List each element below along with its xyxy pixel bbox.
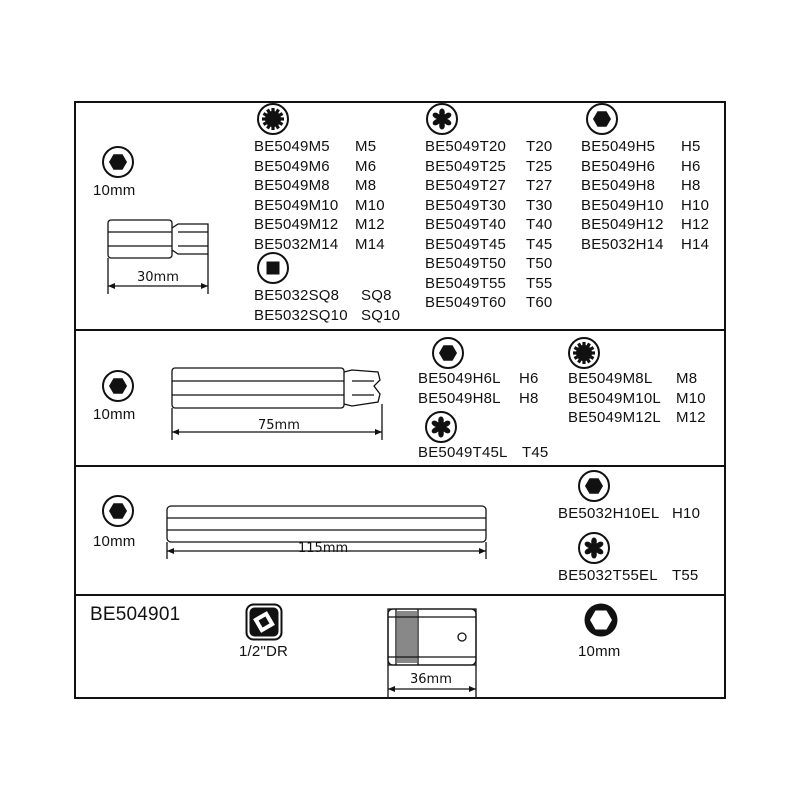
hex-bore-icon: [583, 602, 619, 638]
hex-profile-icon: [102, 495, 134, 527]
length-label: 115mm: [298, 541, 349, 556]
square-profile-icon: [257, 252, 289, 284]
part-size: T45: [522, 444, 549, 461]
part-size: M12: [355, 216, 385, 233]
part-code: BE5032M14: [254, 235, 339, 253]
part-size: H10: [672, 505, 701, 522]
part-size: T60: [526, 294, 553, 311]
part-size: M6: [355, 157, 377, 175]
part-size: H12: [681, 216, 710, 233]
part-size: H6: [681, 157, 701, 175]
part-size: H14: [681, 235, 710, 253]
drive-size-label: 10mm: [93, 533, 136, 550]
part-code: BE5049T25: [425, 157, 507, 175]
part-size: M8: [355, 177, 377, 194]
part-code: BE5049T45L: [418, 444, 508, 461]
part-code: BE5049T45: [425, 235, 507, 253]
part-code: BE5049M5: [254, 138, 330, 155]
part-code: BE5049M12L: [568, 409, 661, 426]
part-size: H8: [681, 177, 701, 194]
part-size: M5: [355, 138, 377, 155]
part-size: M12: [676, 409, 706, 426]
part-size: H8: [519, 389, 539, 407]
part-code: BE5049T50: [425, 255, 507, 272]
hex-profile-icon: [432, 337, 464, 369]
part-size: T40: [526, 216, 553, 233]
section-divider: [74, 465, 726, 467]
part-size: T55: [672, 567, 699, 584]
part-code: BE5049M12: [254, 216, 339, 233]
spline-profile-icon: [568, 337, 600, 369]
part-code: BE5049H6L: [418, 370, 501, 387]
part-size: H5: [681, 138, 701, 155]
part-code: BE5032H14: [581, 235, 664, 253]
part-code: BE5049T55: [425, 274, 507, 292]
spline-profile-icon: [257, 103, 289, 135]
part-size: T30: [526, 196, 553, 214]
bore-size-label: 10mm: [578, 643, 621, 660]
drive-size-label: 10mm: [93, 406, 136, 423]
hex-profile-icon: [578, 470, 610, 502]
section-divider: [74, 329, 726, 331]
part-size: T45: [526, 235, 553, 253]
torx-profile-icon: [578, 532, 610, 564]
part-code: BE5032SQ10: [254, 306, 348, 324]
part-code: BE5049T27: [425, 177, 507, 194]
torx-profile-icon: [426, 103, 458, 135]
part-code: BE5032SQ8: [254, 287, 340, 304]
square-drive-icon: [245, 603, 283, 641]
part-code: BE5049M8L: [568, 370, 653, 387]
part-size: H10: [681, 196, 710, 214]
part-size: M10: [355, 196, 385, 214]
part-code: BE5049H5: [581, 138, 656, 155]
section-divider: [74, 594, 726, 596]
hex-profile-icon: [102, 370, 134, 402]
length-label: 30mm: [137, 270, 179, 285]
part-size: T50: [526, 255, 553, 272]
part-size: M14: [355, 235, 385, 253]
drive-size-label: 10mm: [93, 182, 136, 199]
part-code: BE5049M10L: [568, 389, 661, 407]
part-size: M10: [676, 389, 706, 407]
part-size: T25: [526, 157, 553, 175]
hex-profile-icon: [102, 146, 134, 178]
part-code: BE5049H6: [581, 157, 656, 175]
part-code: BE5049H8: [581, 177, 656, 194]
part-size: T20: [526, 138, 553, 155]
part-size: H6: [519, 370, 539, 387]
part-size: M8: [676, 370, 698, 387]
part-number: BE504901: [90, 604, 181, 625]
part-code: BE5049M8: [254, 177, 330, 194]
part-code: BE5049T40: [425, 216, 507, 233]
hex-profile-icon: [586, 103, 618, 135]
part-code: BE5049M6: [254, 157, 330, 175]
part-size: SQ10: [361, 306, 401, 324]
part-code: BE5032H10EL: [558, 505, 660, 522]
part-code: BE5049T20: [425, 138, 507, 155]
length-label: 36mm: [410, 672, 452, 687]
drive-size-label: 1/2"DR: [239, 643, 289, 660]
part-size: T55: [526, 274, 553, 292]
part-code: BE5032T55EL: [558, 567, 658, 584]
part-code: BE5049H12: [581, 216, 664, 233]
length-label: 75mm: [258, 418, 300, 433]
part-code: BE5049T60: [425, 294, 507, 311]
part-size: SQ8: [361, 287, 392, 304]
part-size: T27: [526, 177, 553, 194]
part-code: BE5049H8L: [418, 389, 501, 407]
part-code: BE5049M10: [254, 196, 339, 214]
part-code: BE5049T30: [425, 196, 507, 214]
part-code: BE5049H10: [581, 196, 664, 214]
torx-profile-icon: [425, 411, 457, 443]
